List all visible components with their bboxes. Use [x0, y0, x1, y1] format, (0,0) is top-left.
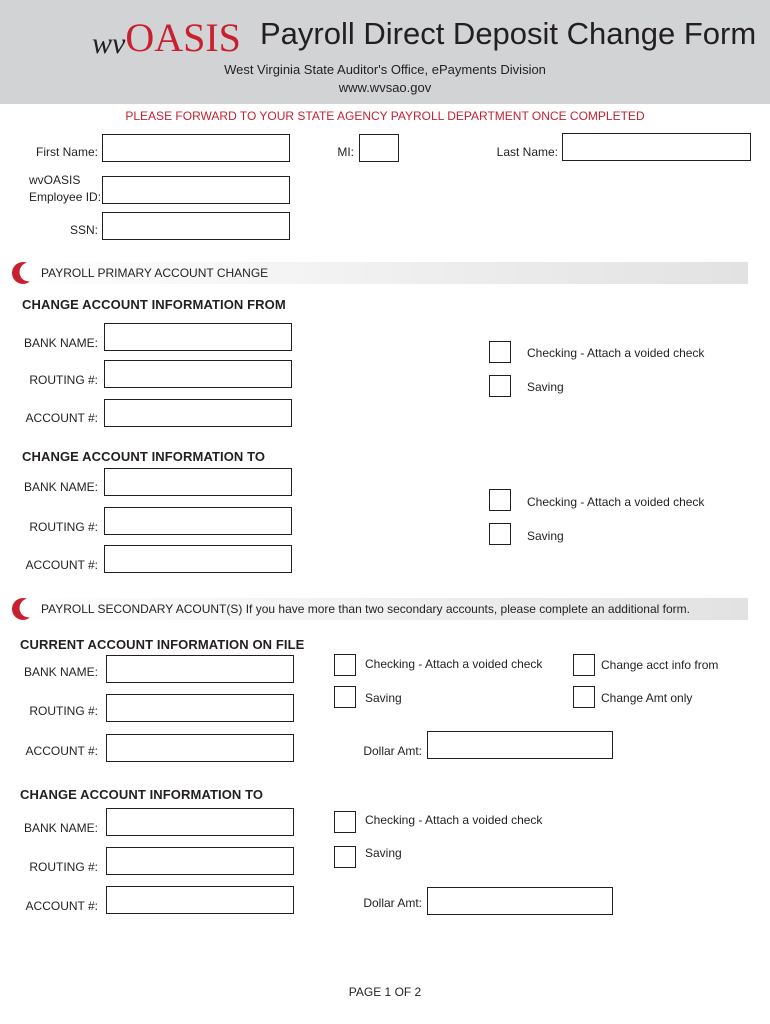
primary-from-saving-label: Saving	[527, 380, 564, 394]
primary-from-bank-field[interactable]	[104, 323, 292, 351]
secondary-to-dollar-field[interactable]	[427, 887, 613, 915]
first-name-field[interactable]	[102, 134, 290, 162]
first-name-label: First Name:	[35, 145, 98, 159]
ssn-field[interactable]	[102, 212, 290, 240]
crescent-icon	[10, 260, 36, 286]
primary-from-saving-checkbox[interactable]	[489, 375, 511, 397]
primary-to-saving-label: Saving	[527, 529, 564, 543]
secondary-section-bar	[10, 598, 748, 620]
logo-prefix: wv	[92, 27, 126, 60]
employee-id-label-line2: Employee ID:	[29, 190, 102, 204]
crescent-icon	[10, 596, 36, 622]
employee-id-field[interactable]	[102, 176, 290, 204]
secondary-current-heading: CURRENT ACCOUNT INFORMATION ON FILE	[20, 637, 305, 652]
secondary-to-bank-label: BANK NAME:	[23, 821, 98, 835]
primary-section-bar	[10, 262, 748, 284]
primary-from-checking-checkbox[interactable]	[489, 341, 511, 363]
employee-id-label-line1: wvOASIS	[29, 173, 81, 187]
change-amt-only-checkbox[interactable]	[573, 686, 595, 708]
subtitle: West Virginia State Auditor's Office, ePayments Division	[224, 62, 546, 77]
primary-section-title: PAYROLL PRIMARY ACCOUNT CHANGE	[41, 266, 269, 280]
secondary-to-account-field[interactable]	[106, 886, 294, 914]
mi-label: MI:	[337, 145, 354, 159]
primary-from-checking-label: Checking - Attach a voided check	[527, 346, 705, 360]
primary-to-account-field[interactable]	[104, 545, 292, 573]
ssn-label: SSN:	[69, 223, 98, 237]
secondary-section-title: PAYROLL SECONDARY ACOUNT(S) If you have more than two secondary accounts, please complete an additional form.	[41, 602, 690, 616]
form-title: Payroll Direct Deposit Change Form	[260, 16, 757, 51]
primary-to-checking-checkbox[interactable]	[489, 489, 511, 511]
primary-from-routing-field[interactable]	[104, 360, 292, 388]
wvoasis-logo	[92, 14, 241, 60]
secondary-to-bank-field[interactable]	[106, 808, 294, 836]
secondary-current-routing-label: ROUTING #:	[29, 704, 98, 718]
logo-main: OASIS	[125, 15, 241, 60]
primary-from-bank-label: BANK NAME:	[23, 336, 98, 350]
secondary-to-saving-checkbox[interactable]	[334, 846, 356, 868]
page-number: PAGE 1 OF 2	[348, 985, 422, 999]
primary-from-routing-label: ROUTING #:	[29, 373, 98, 387]
change-acct-info-label: Change acct info from	[601, 658, 719, 672]
primary-to-bank-field[interactable]	[104, 468, 292, 496]
primary-to-checking-label: Checking - Attach a voided check	[527, 495, 705, 509]
secondary-current-checking-checkbox[interactable]	[334, 654, 356, 676]
mi-field[interactable]	[359, 134, 399, 162]
secondary-current-account-label: ACCOUNT #:	[25, 744, 98, 758]
secondary-to-saving-label: Saving	[365, 846, 402, 860]
secondary-to-checking-checkbox[interactable]	[334, 811, 356, 833]
change-amt-only-label: Change Amt only	[601, 691, 693, 705]
change-acct-info-checkbox[interactable]	[573, 654, 595, 676]
primary-to-bank-label: BANK NAME:	[23, 480, 98, 494]
primary-from-heading: CHANGE ACCOUNT INFORMATION FROM	[22, 297, 286, 312]
secondary-to-routing-field[interactable]	[106, 847, 294, 875]
secondary-current-account-field[interactable]	[106, 734, 294, 762]
secondary-current-routing-field[interactable]	[106, 694, 294, 722]
primary-from-account-field[interactable]	[104, 399, 292, 427]
website: www.wvsao.gov	[338, 80, 432, 95]
last-name-field[interactable]	[562, 133, 751, 161]
header-banner	[0, 0, 770, 104]
secondary-current-bank-label: BANK NAME:	[23, 665, 98, 679]
primary-to-saving-checkbox[interactable]	[489, 523, 511, 545]
secondary-current-dollar-label: Dollar Amt:	[363, 744, 422, 758]
secondary-to-checking-label: Checking - Attach a voided check	[365, 813, 543, 827]
forward-notice: PLEASE FORWARD TO YOUR STATE AGENCY PAYROLL DEPARTMENT ONCE COMPLETED	[125, 109, 645, 123]
secondary-current-saving-checkbox[interactable]	[334, 686, 356, 708]
secondary-to-routing-label: ROUTING #:	[29, 860, 98, 874]
secondary-current-bank-field[interactable]	[106, 655, 294, 683]
primary-from-account-label: ACCOUNT #:	[25, 411, 98, 425]
primary-to-account-label: ACCOUNT #:	[25, 558, 98, 572]
secondary-current-checking-label: Checking - Attach a voided check	[365, 657, 543, 671]
last-name-label: Last Name:	[496, 145, 558, 159]
secondary-to-account-label: ACCOUNT #:	[25, 899, 98, 913]
secondary-to-heading: CHANGE ACCOUNT INFORMATION TO	[20, 787, 264, 802]
secondary-current-dollar-field[interactable]	[427, 731, 613, 759]
primary-to-routing-label: ROUTING #:	[29, 520, 98, 534]
secondary-current-saving-label: Saving	[365, 691, 402, 705]
primary-to-routing-field[interactable]	[104, 507, 292, 535]
secondary-to-dollar-label: Dollar Amt:	[363, 896, 422, 910]
primary-to-heading: CHANGE ACCOUNT INFORMATION TO	[22, 449, 266, 464]
